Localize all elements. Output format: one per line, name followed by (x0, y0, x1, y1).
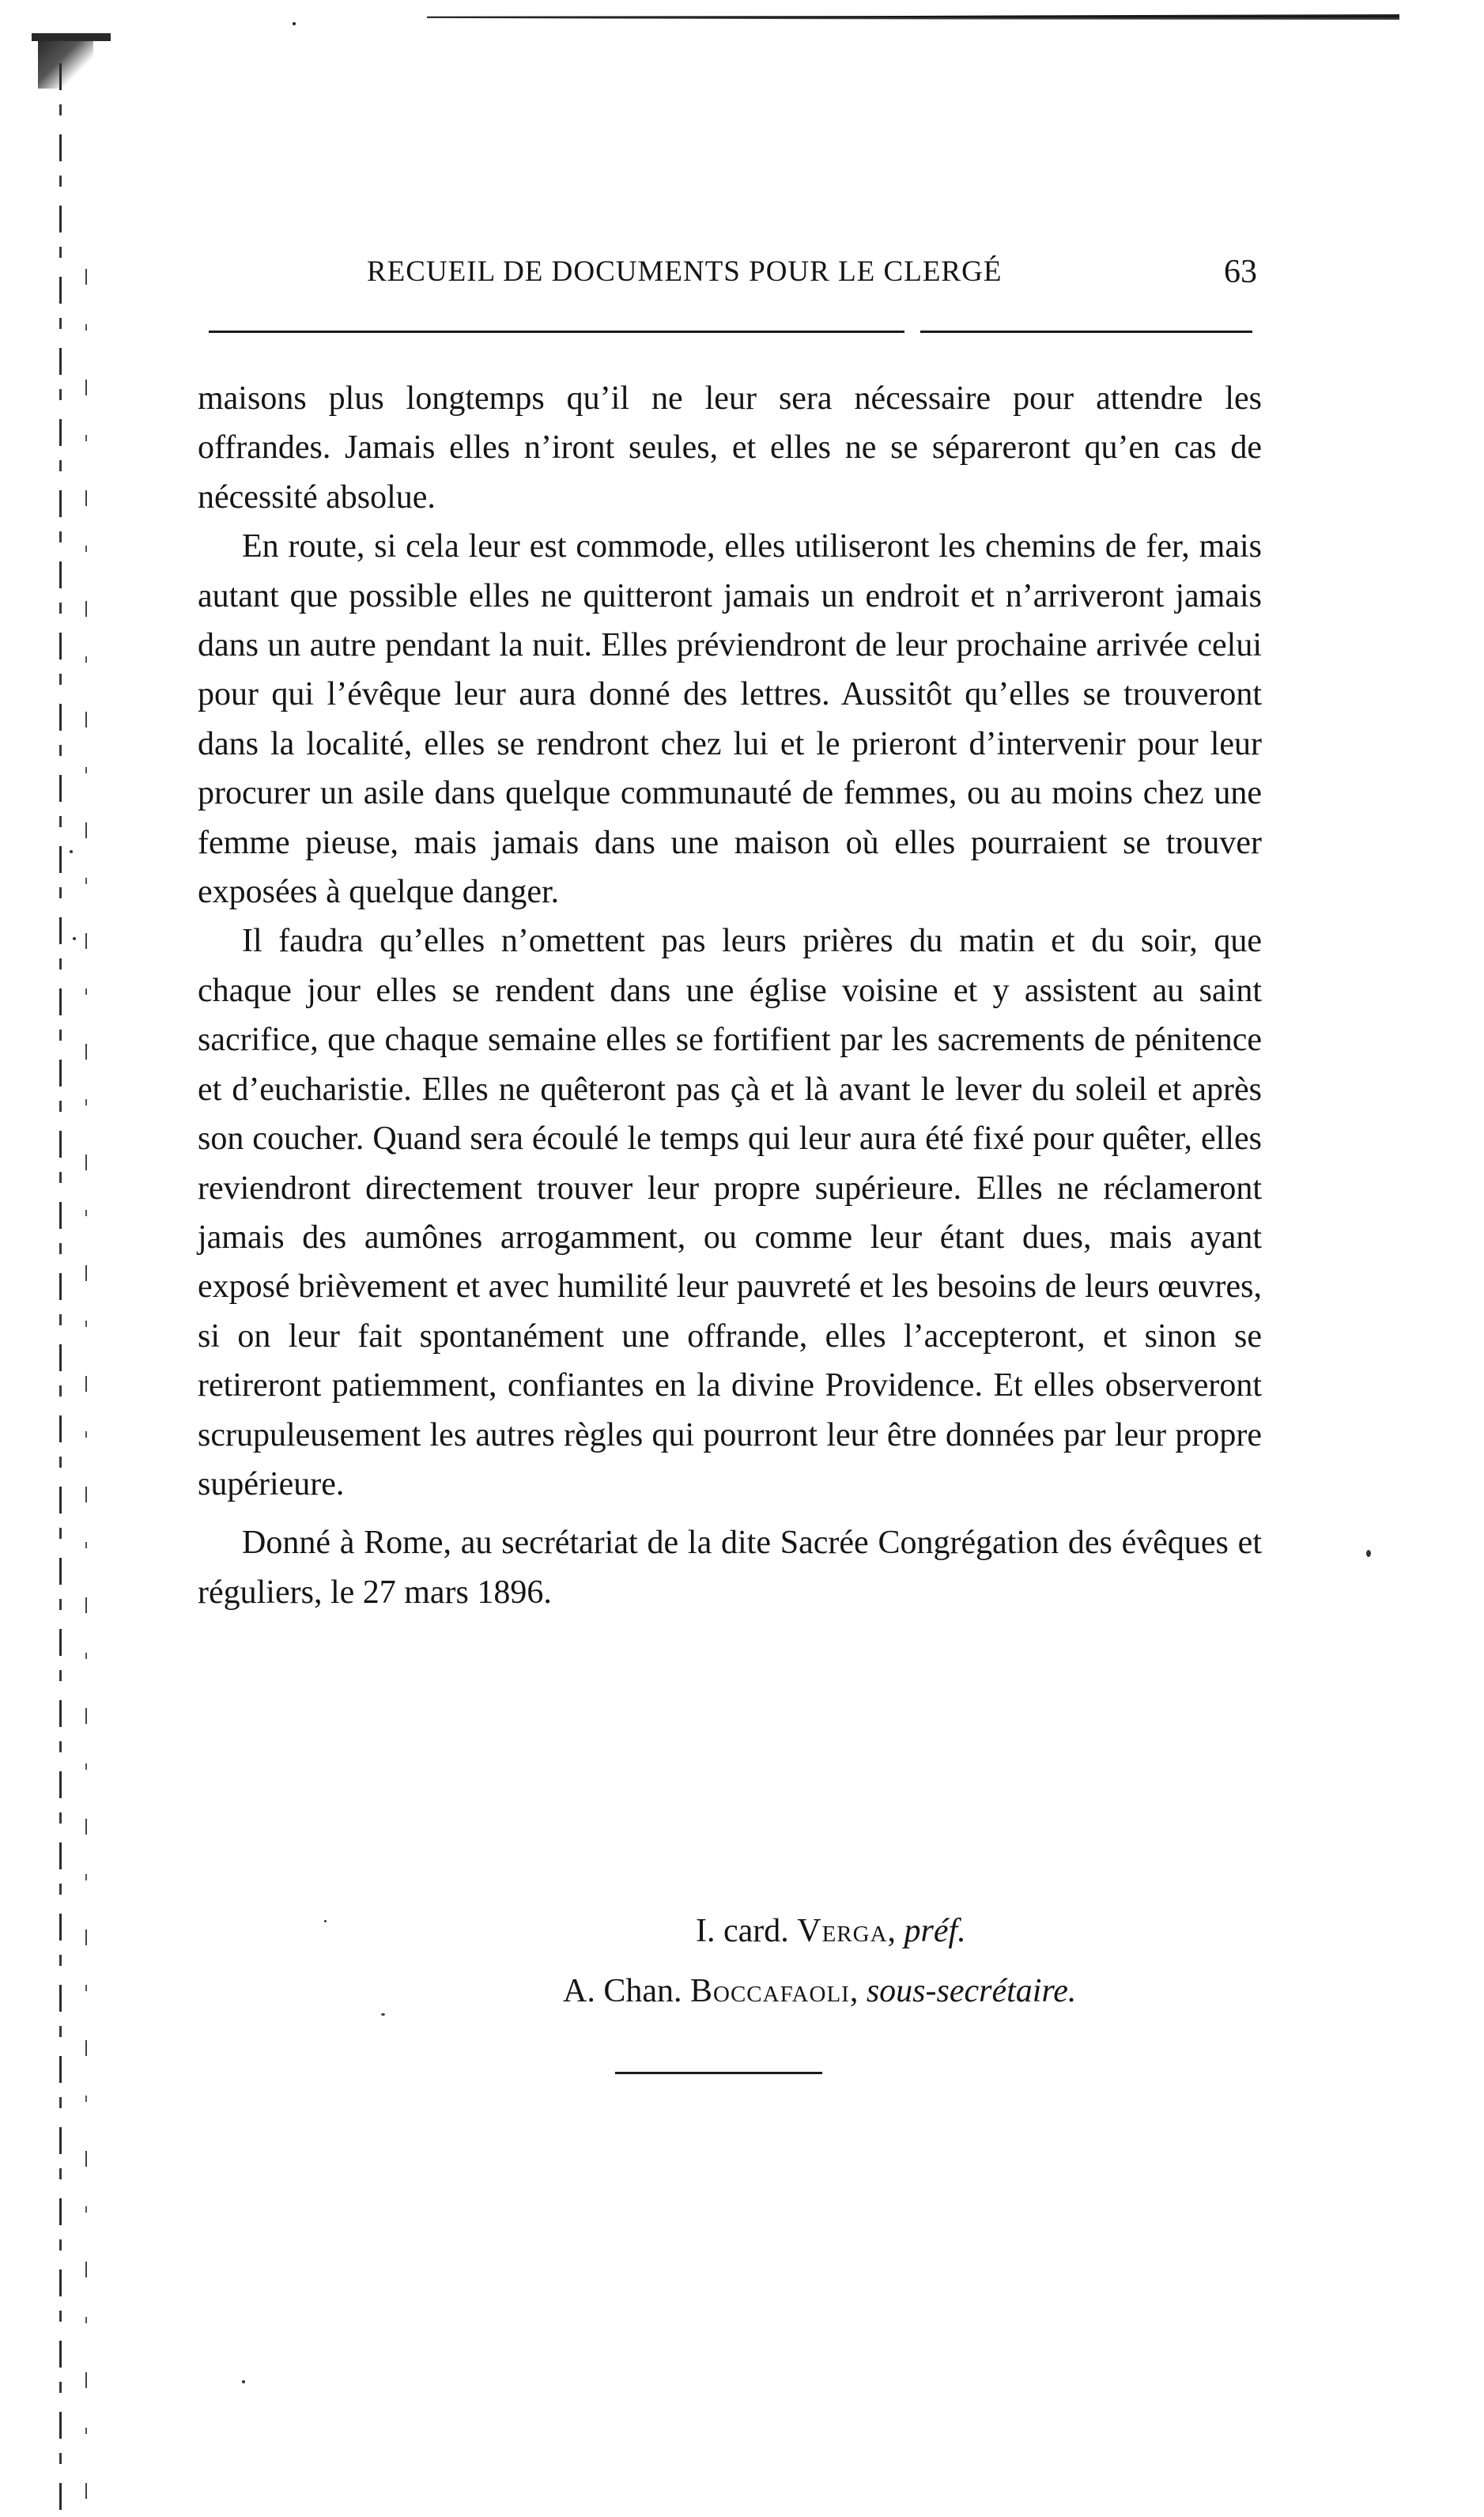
scan-corner-shadow (38, 41, 93, 89)
signature-prefix: I. card. (696, 1913, 789, 1949)
scan-speck (293, 22, 296, 25)
scan-corner-mark (32, 33, 111, 41)
signature-name: Verga (797, 1913, 888, 1949)
paragraph-prayers: Il faudra qu’elles n’omettent pas leurs prières du matin et du soir, que chaque jour elles se rendent dans une église voisine et y assistent au saint sacrifice, que chaque semaine elles se fortifient par les sacrements de pénitence et d’eucharistie. Elles ne quêteront pas çà et là avant le lever du soleil et après son coucher. Quand sera écoulé le temps qui leur aura été fixé pour quêter, elles reviendront directement trouver leur propre supérieure. Elles ne réclameront jamais des aumônes arrogamment, ou comme leur étant dues, mais ayant exposé brièvement et avec humilité leur pauvreté et les besoins de leurs œuvres, si on leur fait spontanément une offrande, elles l’accepteront, et sinon se retireront patiemment, confiantes en la divine Providence. Et elles observeront scrupuleusement les autres règles qui pourront leur être données par leur propre supérieure. (198, 923, 1262, 1502)
running-title: RECUEIL DE DOCUMENTS POUR LE CLERGÉ (367, 255, 1003, 288)
scan-edge-line-secondary (85, 269, 87, 2515)
signature-role: sous-secrétaire. (866, 1973, 1077, 2009)
scan-speck (242, 2380, 245, 2383)
signature-prefect: I. card. Verga, préf. (696, 1913, 966, 1949)
end-rule (615, 2072, 822, 2074)
scan-speck (381, 2013, 385, 2016)
scan-edge-line (59, 63, 62, 2515)
paragraph-route: En route, si cela leur est commode, elles utiliseront les chemins de fer, mais autant que possible elles ne quitteront jamais un endroit et n’arriveront jamais dans un autre pendant la nuit. Elles préviendront de leur prochaine arrivée celui pour qui l’évêque leur aura donné des lettres. Aussitôt qu’elles se trouveront dans la localité, elles se rendront chez lui et le prieront d’intervenir pour leur procurer un asile dans quelque communauté de femmes, ou au moins chez une femme pieuse, mais jamais dans une maison où elles pourraient se trouver exposées à quelque danger. (198, 528, 1262, 911)
scan-speck (73, 937, 76, 940)
body-text (198, 374, 1262, 1617)
scan-binding-edge (24, 32, 95, 2515)
signature-prefix: A. Chan. (563, 1973, 682, 2009)
paragraph-continued: maisons plus longtemps qu’il ne leur sera nécessaire pour attendre les offrandes. Jamais elles n’iront seules, et elles ne se sépareront qu’en cas de nécessité absolue. (198, 380, 1262, 516)
scan-speck (1366, 1550, 1371, 1557)
header-rule (209, 331, 1252, 333)
page-number: 63 (1224, 254, 1257, 290)
paragraph-date: Donné à Rome, au secrétariat de la dite Sacrée Congrégation des évêques et réguliers, le 27 mars 1896. (198, 1525, 1262, 1611)
scan-speck (70, 850, 73, 853)
scan-top-rule (427, 14, 1399, 20)
signature-role: préf. (904, 1913, 966, 1949)
scan-speck (324, 1920, 327, 1922)
running-head (198, 251, 1257, 293)
signature-name: Boccafaoli (690, 1973, 850, 2009)
signature-undersecretary: A. Chan. Boccafaoli, sous-secrétaire. (563, 1973, 1077, 2009)
